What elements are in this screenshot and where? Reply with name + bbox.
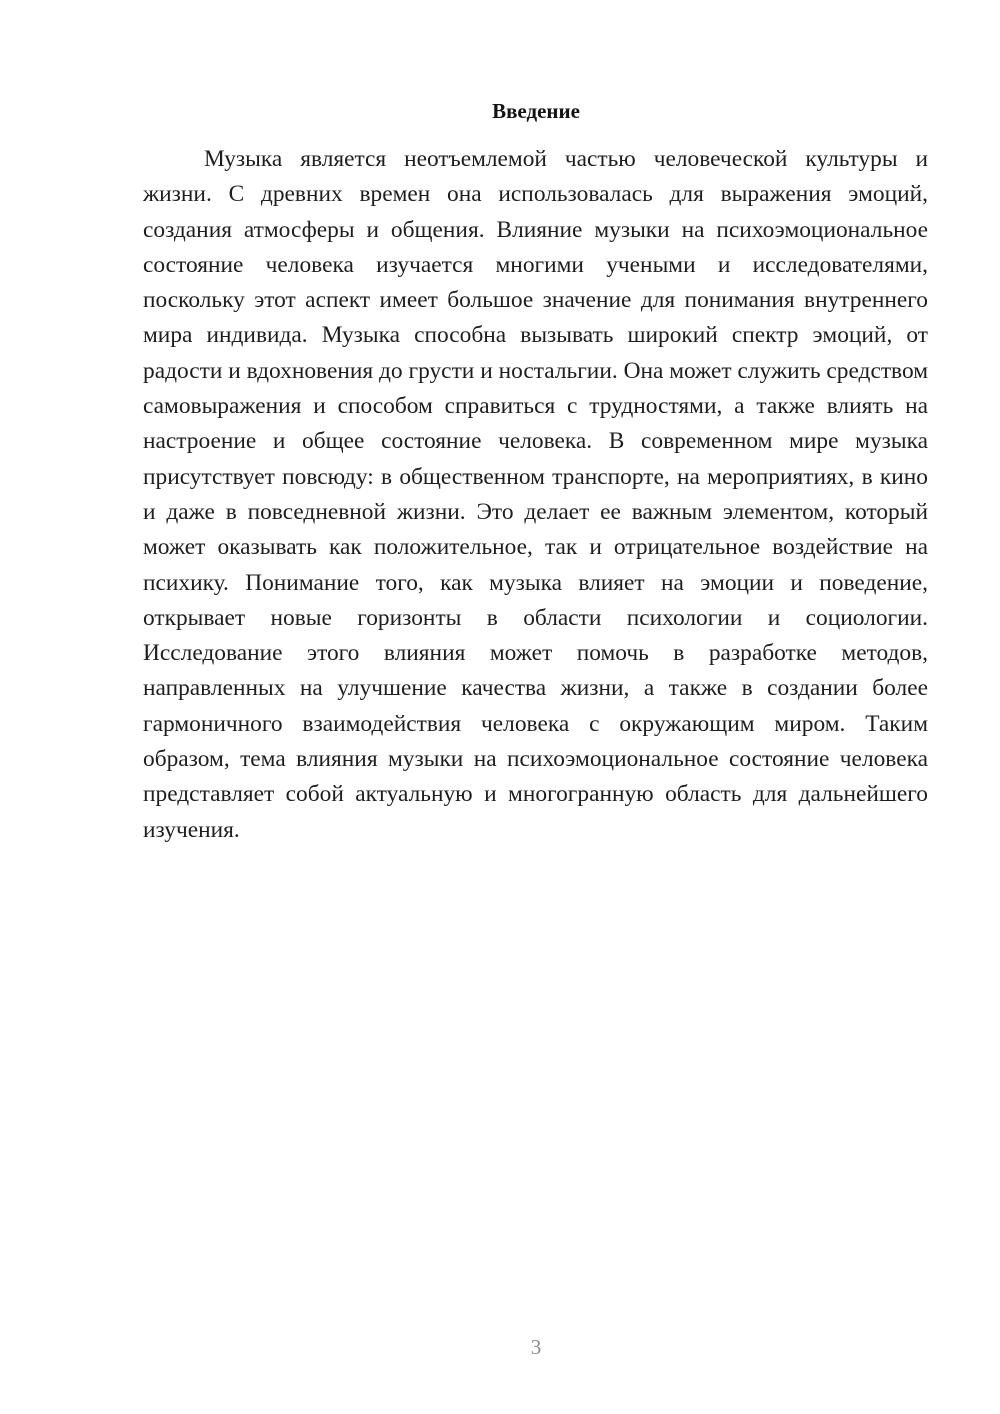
page-number: 3	[530, 1335, 542, 1359]
body-paragraph: Музыка является неотъемлемой частью человеческой культуры и жизни. С древних времен она использовалась для выражения эмоций, создания атмосферы и общения. Влияние музыки на психоэмоциональное состояние человека изучается многими учеными и исследователями, поскольку этот аспект имеет большое значение для понимания внутреннего мира индивида. Музыка способна вызывать широкий спектр эмоций, от радости и вдохновения до грусти и ностальгии. Она может служить средством самовыражения и способом справиться с трудностями, а также влиять на настроение и общее состояние человека. В современном мире музыка присутствует повсюду: в общественном транспорте, на мероприятиях, в кино и даже в повседневной жизни. Это делает ее важным элементом, который может оказывать как положительное, так и отрицательное воздействие на психику. Понимание того, как музыка влияет на эмоции и поведение, открывает новые горизонты в области психологии и социологии. Исследование этого влияния может помочь в разработке методов, направленных на улучшение качества жизни, а также в создании более гармоничного взаимодействия человека с окружающим миром. Таким образом, тема влияния музыки на психоэмоциональное состояние человека представляет собой актуальную и многогранную область для дальнейшего изучения.	[143, 146, 928, 843]
section-heading: Введение	[492, 99, 580, 123]
